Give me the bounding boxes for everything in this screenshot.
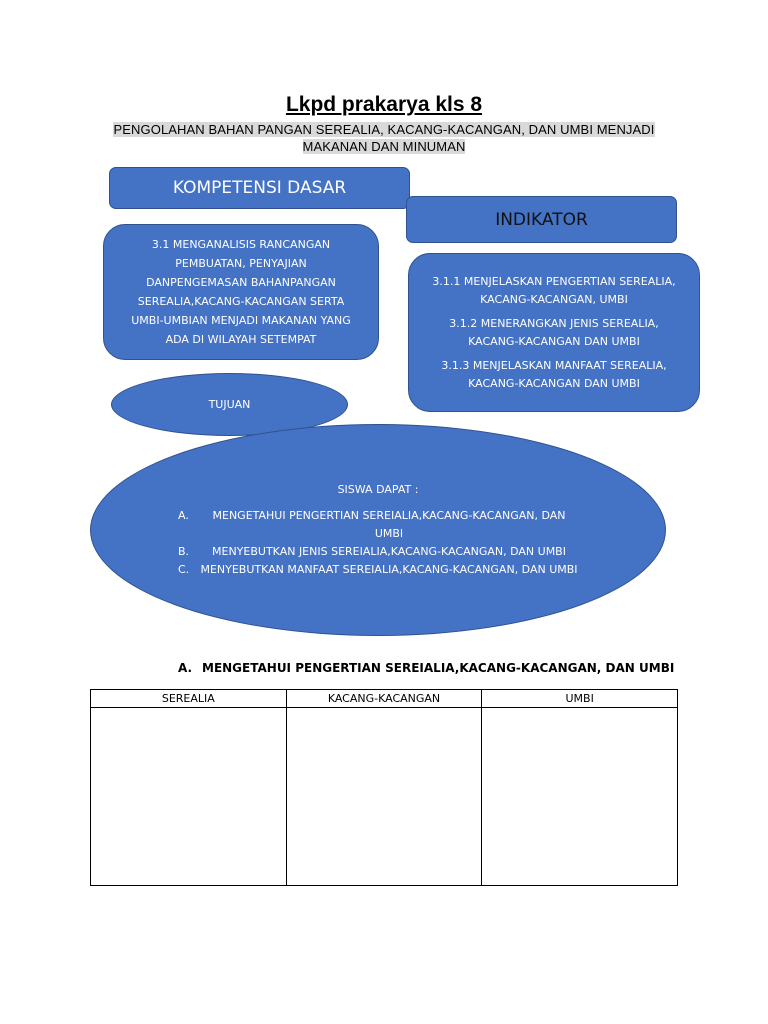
list-item-text: MENGETAHUI PENGERTIAN SEREIALIA,KACANG-KACANGAN, DAN UMBI (212, 509, 566, 540)
tujuan-list (178, 507, 578, 579)
kompetensi-dasar-box (103, 224, 379, 360)
column-header-serealia: SEREALIA (91, 690, 287, 708)
tujuan-list-item (178, 561, 578, 579)
list-marker: A. (178, 509, 189, 522)
page-title: Lkpd prakarya kls 8 (285, 93, 483, 116)
answer-cell-serealia[interactable] (91, 708, 287, 886)
list-marker: C. (178, 563, 190, 576)
kompetensi-dasar-heading: KOMPETENSI DASAR (109, 167, 410, 209)
indikator-item: 3.1.1 MENJELASKAN PENGERTIAN SEREALIA, KACANG-KACANGAN, UMBI (432, 274, 676, 306)
tujuan-list-item (178, 507, 578, 543)
column-header-kacang-kacangan: KACANG-KACANGAN (286, 690, 482, 708)
siswa-dapat-lead: SISWA DAPAT : (337, 483, 419, 496)
column-header-umbi: UMBI (482, 690, 678, 708)
subtitle-line-2: MAKANAN DAN MINUMAN (302, 139, 466, 154)
section-marker: A. (178, 661, 193, 675)
list-item-text: MENYEBUTKAN MANFAAT SEREIALIA,KACANG-KACANGAN, DAN UMBI (200, 563, 578, 576)
indikator-item: 3.1.3 MENJELASKAN MANFAAT SEREALIA, KACANG-KACANGAN DAN UMBI (441, 358, 667, 390)
subtitle-line-1: PENGOLAHAN BAHAN PANGAN SEREALIA, KACANG-KACANGAN, DAN UMBI MENJADI (113, 122, 655, 137)
table-header-row (91, 690, 678, 708)
section-a-text: MENGETAHUI PENGERTIAN SEREIALIA,KACANG-KACANGAN, DAN UMBI (202, 661, 675, 675)
siswa-dapat-ellipse (90, 424, 666, 636)
tujuan-label: TUJUAN (208, 398, 251, 411)
tujuan-list-item (178, 543, 578, 561)
indikator-item: 3.1.2 MENERANGKAN JENIS SEREALIA, KACANG-KACANGAN DAN UMBI (449, 316, 659, 348)
list-marker: B. (178, 545, 190, 558)
answer-cell-kacang-kacangan[interactable] (286, 708, 482, 886)
table-row (91, 708, 678, 886)
worksheet-table (90, 689, 678, 886)
kompetensi-dasar-text: 3.1 MENGANALISIS RANCANGAN PEMBUATAN, PENYAJIAN DANPENGEMASAN BAHANPANGAN SEREALIA,KACANG-KACANGAN SERTA UMBI-UMBIAN MENJADI MAKANAN YANG ADA DI WILAYAH SETEMPAT (131, 238, 351, 346)
section-a-heading (178, 661, 674, 675)
answer-cell-umbi[interactable] (482, 708, 678, 886)
list-item-text: MENYEBUTKAN JENIS SEREIALIA,KACANG-KACANGAN, DAN UMBI (212, 545, 566, 558)
indikator-box (408, 253, 700, 412)
indikator-heading: INDIKATOR (406, 196, 677, 243)
page-subtitle (90, 121, 678, 155)
